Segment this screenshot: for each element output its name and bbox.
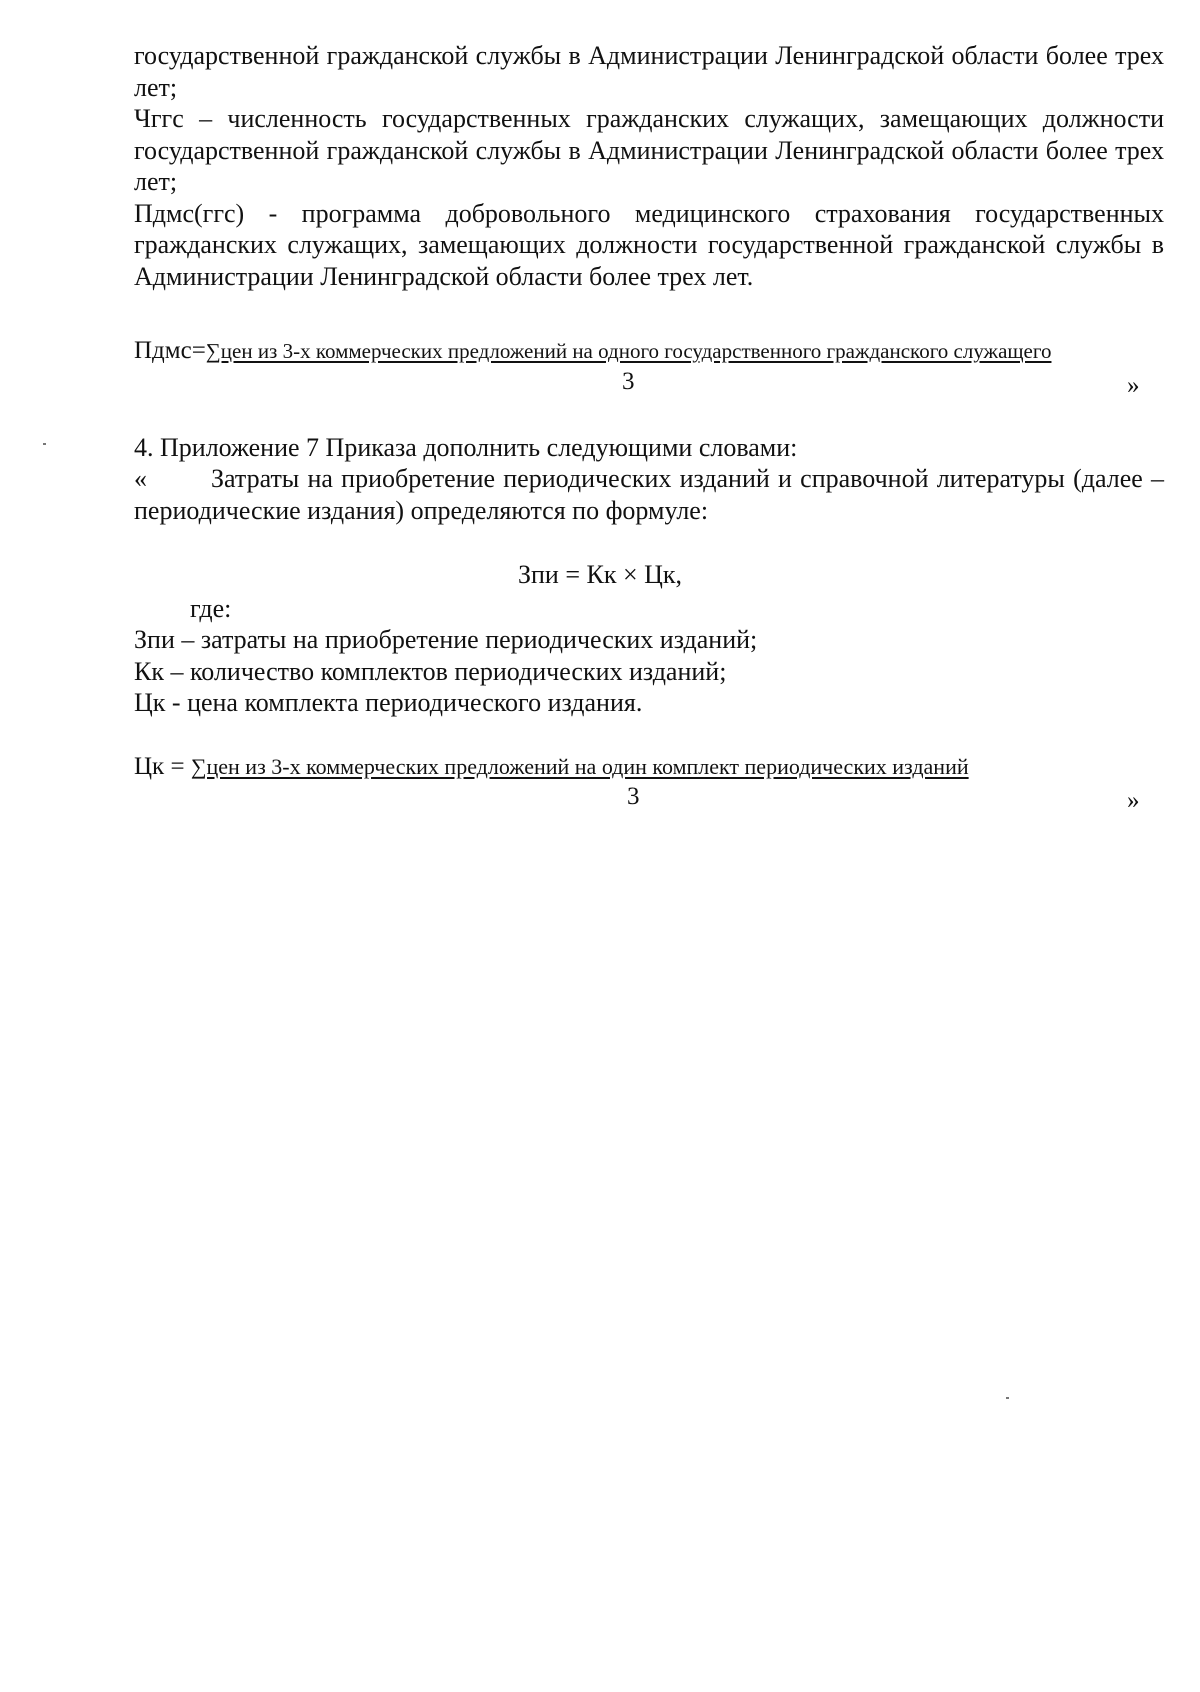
def-tsk: Цк - цена комплекта периодического издания. [134, 688, 643, 717]
def-kk: Кк – количество комплектов периодических изданий; [134, 656, 727, 686]
section-4-intro [134, 463, 1164, 526]
formula-tsk-close-quote: » [1127, 787, 1140, 814]
formula-tsk-numerator: ∑цен из 3-х коммерческих предложений на один комплект периодических изданий [190, 754, 969, 779]
where-label: где: [190, 594, 232, 623]
formula-tsk-lhs: Цк = [134, 753, 191, 780]
formula-pdms-lhs: Пдмс= [134, 337, 206, 364]
scan-artifact [43, 443, 46, 445]
variable-definitions [134, 624, 1164, 719]
paragraph-chggs-definition: Чггс – численность государственных гражданских служащих, замещающих должности государственной гражданской службы в Администрации Ленинградской области более трех лет; [134, 104, 1164, 196]
formula-pdms-close-quote: » [1127, 372, 1140, 399]
section-4-heading-text: 4. Приложение 7 Приказа дополнить следующими словами: [134, 433, 798, 462]
section-4-intro-text: Затраты на приобретение периодических изданий и справочной литературы (далее – периодические издания) определяются по формуле: [134, 464, 1164, 525]
open-quote: « [134, 464, 147, 493]
paragraph-pdms-definition: Пдмс(ггс) - программа добровольного медицинского страхования государственных гражданских служащих, замещающих должности государственной гражданской службы в Администрации Ленинградской области более трех лет. [134, 198, 1164, 291]
formula-pdms-denominator: 3 [622, 368, 635, 395]
main-formula: Зпи = Кк × Цк, [517, 560, 683, 589]
formula-tsk-denominator: 3 [627, 783, 640, 810]
formula-pdms [134, 338, 1174, 364]
paragraph-continuation: государственной гражданской службы в Администрации Ленинградской области более трех лет; [134, 41, 1164, 102]
section-4-heading [134, 432, 1164, 464]
def-zpi: Зпи – затраты на приобретение периодических изданий; [134, 625, 758, 654]
scan-artifact [1006, 1397, 1009, 1399]
formula-pdms-numerator: ∑цен из 3-х коммерческих предложений на одного государственного гражданского служащего [205, 339, 1052, 363]
formula-tsk [134, 754, 1174, 780]
definitions-block [134, 40, 1164, 292]
